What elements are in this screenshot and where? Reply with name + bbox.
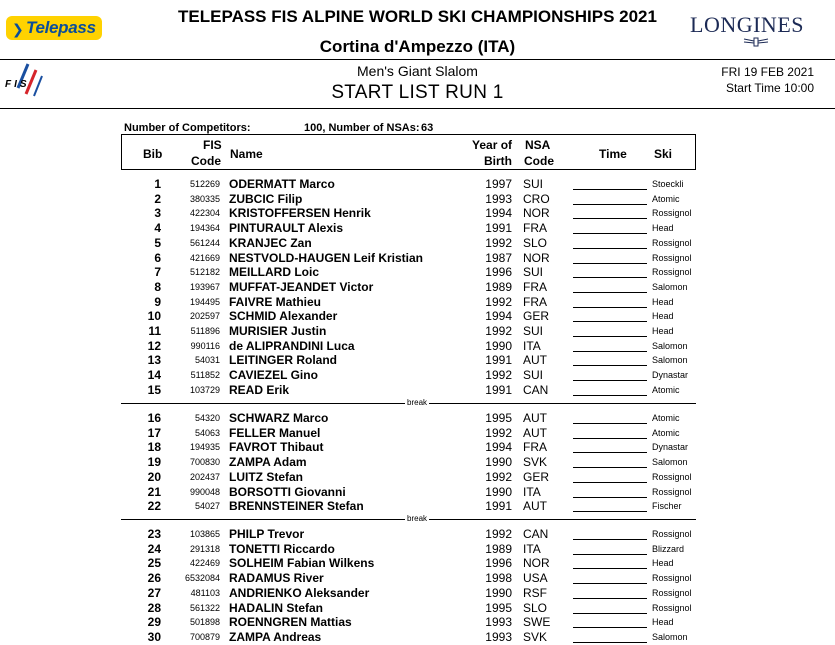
bib-number: 11 bbox=[148, 324, 161, 338]
ski-brand: Atomic bbox=[652, 384, 680, 395]
birth-year: 1992 bbox=[485, 469, 512, 484]
bib-number: 10 bbox=[147, 309, 161, 324]
nsa-code: ITA bbox=[523, 541, 541, 556]
birth-year: 1991 bbox=[485, 499, 512, 514]
table-row bbox=[0, 615, 835, 630]
header-divider bbox=[0, 59, 835, 60]
table-header bbox=[121, 134, 696, 170]
event-name: Men's Giant Slalom bbox=[357, 63, 478, 79]
nsa-code: RSF bbox=[523, 585, 547, 600]
athlete-name: READ Erik bbox=[229, 382, 290, 397]
bib-number: 25 bbox=[147, 556, 161, 571]
ski-brand: Dynastar bbox=[652, 370, 689, 381]
fis-code: 54027 bbox=[194, 501, 220, 512]
fis-code: 700830 bbox=[189, 457, 220, 468]
timing-logo: LONGINES bbox=[690, 12, 804, 37]
birth-year: 1998 bbox=[485, 571, 512, 586]
table-row bbox=[0, 440, 835, 455]
athlete-name: SCHMID Alexander bbox=[229, 309, 338, 324]
ski-brand: Atomic bbox=[652, 427, 680, 438]
nsa-code: SVK bbox=[523, 455, 548, 470]
ski-brand: Rossignol bbox=[652, 602, 692, 613]
bib-number: 26 bbox=[147, 571, 161, 586]
ski-brand: Head bbox=[652, 558, 674, 569]
athlete-name: ODERMATT Marco bbox=[229, 177, 335, 191]
nsa-code: SUI bbox=[523, 177, 544, 191]
ski-brand: Atomic bbox=[652, 193, 680, 204]
bib-number: 5 bbox=[154, 235, 161, 250]
bib-number: 3 bbox=[154, 206, 161, 221]
ski-brand: Atomic bbox=[652, 413, 680, 423]
ski-brand: Rossignol bbox=[652, 267, 692, 278]
table-row bbox=[0, 556, 835, 571]
ski-brand: Head bbox=[652, 311, 674, 322]
fis-code: 291318 bbox=[189, 543, 220, 554]
nsa-code: AUT bbox=[523, 499, 547, 514]
athlete-name: PINTURAULT Alexis bbox=[229, 221, 344, 236]
table-row bbox=[0, 499, 835, 514]
fis-code: 512182 bbox=[189, 267, 220, 278]
bib-number: 30 bbox=[147, 629, 161, 644]
birth-year: 1990 bbox=[485, 338, 512, 353]
athlete-name: MUFFAT-JEANDET Victor bbox=[229, 279, 374, 294]
table-row bbox=[0, 630, 835, 645]
athlete-name: RADAMUS River bbox=[229, 571, 324, 586]
time-blank-line bbox=[573, 307, 647, 308]
ski-brand: Rossignol bbox=[652, 573, 692, 584]
time-blank-line bbox=[573, 423, 647, 424]
table-row bbox=[0, 601, 835, 616]
fis-code: 103729 bbox=[189, 384, 220, 395]
time-blank-line bbox=[573, 613, 647, 614]
ski-brand: Rossignol bbox=[652, 208, 692, 219]
athlete-name: ZAMPA Andreas bbox=[229, 629, 322, 644]
athlete-name: FELLER Manuel bbox=[229, 425, 321, 440]
header-bottom-divider bbox=[0, 108, 835, 109]
table-row bbox=[0, 426, 835, 441]
athlete-name: MURISIER Justin bbox=[229, 324, 327, 338]
nsa-code: NOR bbox=[523, 250, 550, 265]
time-blank-line bbox=[573, 336, 647, 337]
table-row bbox=[0, 586, 835, 601]
col-name: Name bbox=[230, 147, 263, 161]
ski-brand: Stoeckli bbox=[652, 179, 684, 189]
athlete-name: ANDRIENKO Aleksander bbox=[229, 585, 370, 600]
time-blank-line bbox=[573, 204, 647, 205]
fis-code: 512269 bbox=[189, 179, 220, 189]
ski-brand: Rossignol bbox=[652, 471, 692, 482]
bib-number: 27 bbox=[147, 585, 161, 600]
birth-year: 1997 bbox=[485, 177, 512, 191]
table-row bbox=[0, 236, 835, 251]
fis-code: 421669 bbox=[189, 252, 220, 263]
bib-number: 29 bbox=[147, 615, 161, 630]
time-blank-line bbox=[573, 482, 647, 483]
table-row bbox=[0, 206, 835, 221]
table-row bbox=[0, 251, 835, 266]
fis-code: 193967 bbox=[189, 281, 220, 292]
nsa-code: FRA bbox=[523, 279, 547, 294]
table-row bbox=[0, 324, 835, 339]
time-blank-line bbox=[573, 583, 647, 584]
table-row bbox=[0, 368, 835, 383]
birth-year: 1990 bbox=[485, 455, 512, 470]
nsa-code: ITA bbox=[523, 484, 541, 499]
time-blank-line bbox=[573, 218, 647, 219]
fis-code: 561322 bbox=[189, 602, 220, 613]
birth-year: 1993 bbox=[485, 629, 512, 644]
nsa-code: SLO bbox=[523, 235, 548, 250]
fis-code: 194935 bbox=[189, 442, 220, 453]
birth-year: 1987 bbox=[485, 250, 512, 265]
birth-year: 1994 bbox=[485, 440, 512, 455]
nsa-code: FRA bbox=[523, 294, 547, 309]
athlete-name: NESTVOLD-HAUGEN Leif Kristian bbox=[229, 250, 424, 265]
ski-brand: Rossignol bbox=[652, 486, 692, 497]
time-blank-line bbox=[573, 277, 647, 278]
ski-brand: Rossignol bbox=[652, 252, 692, 263]
nsa-code: SUI bbox=[523, 265, 544, 280]
nsa-code: SLO bbox=[523, 600, 548, 615]
table-row bbox=[0, 470, 835, 485]
nsa-code: AUT bbox=[523, 425, 547, 440]
fis-code: 202437 bbox=[189, 471, 220, 482]
nsa-code: SUI bbox=[523, 368, 544, 383]
athlete-name: HADALIN Stefan bbox=[229, 600, 324, 615]
nsa-code: SWE bbox=[523, 615, 551, 630]
bib-number: 17 bbox=[147, 425, 161, 440]
bib-number: 28 bbox=[147, 600, 161, 615]
athlete-name: MEILLARD Loic bbox=[229, 265, 319, 280]
nsa-code: USA bbox=[523, 571, 548, 586]
ski-brand: Head bbox=[652, 326, 674, 336]
ski-brand: Head bbox=[652, 617, 674, 628]
table-row bbox=[0, 411, 835, 426]
fis-code: 511852 bbox=[190, 370, 220, 381]
time-blank-line bbox=[573, 598, 647, 599]
nsa-code: SUI bbox=[523, 324, 544, 338]
table-row bbox=[0, 192, 835, 207]
ski-brand: Rossignol bbox=[652, 529, 692, 539]
col-fis-code-2: Code bbox=[191, 154, 221, 168]
birth-year: 1995 bbox=[485, 411, 512, 425]
table-row bbox=[0, 295, 835, 310]
start-time: Start Time 10:00 bbox=[725, 81, 814, 95]
nsa-code: GER bbox=[523, 469, 550, 484]
bib-number: 2 bbox=[154, 191, 161, 206]
time-blank-line bbox=[573, 380, 647, 381]
race-date: FRI 19 FEB 2021 bbox=[721, 65, 814, 79]
time-blank-line bbox=[573, 351, 647, 352]
bib-number: 4 bbox=[154, 221, 161, 236]
time-blank-line bbox=[573, 568, 647, 569]
bib-number: 7 bbox=[154, 265, 161, 280]
fis-code: 700879 bbox=[189, 631, 220, 642]
bib-number: 8 bbox=[154, 279, 161, 294]
bib-number: 20 bbox=[147, 469, 161, 484]
nsa-code: SVK bbox=[523, 629, 548, 644]
ski-brand: Fischer bbox=[652, 501, 682, 512]
col-nsa-2: Code bbox=[524, 154, 554, 168]
nsa-count: 63 bbox=[421, 122, 434, 134]
bib-number: 19 bbox=[147, 455, 161, 470]
birth-year: 1991 bbox=[485, 353, 512, 368]
ski-brand: Salomon bbox=[652, 281, 688, 292]
bib-number: 18 bbox=[147, 440, 161, 455]
bib-number: 6 bbox=[154, 250, 161, 265]
bib-number: 13 bbox=[147, 353, 161, 368]
table-row bbox=[0, 177, 835, 192]
sponsor-logo: ❯ Telepass bbox=[4, 14, 104, 42]
ski-brand: Salomon bbox=[652, 457, 688, 468]
birth-year: 1989 bbox=[485, 279, 512, 294]
table-row bbox=[0, 571, 835, 586]
col-bib: Bib bbox=[143, 147, 163, 161]
birth-year: 1993 bbox=[485, 615, 512, 630]
fis-code: 194364 bbox=[189, 223, 220, 234]
athlete-name: BRENNSTEINER Stefan bbox=[229, 499, 364, 514]
ski-brand: Blizzard bbox=[652, 543, 685, 554]
athlete-name: de ALIPRANDINI Luca bbox=[229, 338, 355, 353]
birth-year: 1991 bbox=[485, 382, 512, 397]
fis-code: 990048 bbox=[189, 486, 220, 497]
table-row bbox=[0, 542, 835, 557]
page-title: TELEPASS FIS ALPINE WORLD SKI CHAMPIONSHIPS 2021 bbox=[178, 7, 657, 26]
competitors-count: 100, Number of NSAs: bbox=[304, 122, 420, 134]
ski-brand: Salomon bbox=[652, 340, 688, 351]
bib-number: 9 bbox=[154, 294, 161, 309]
time-blank-line bbox=[573, 248, 647, 249]
athlete-name: SOLHEIM Fabian Wilkens bbox=[229, 556, 375, 571]
birth-year: 1992 bbox=[485, 368, 512, 383]
ski-brand: Head bbox=[652, 296, 674, 307]
time-blank-line bbox=[573, 292, 647, 293]
fis-code: 511896 bbox=[190, 326, 220, 336]
birth-year: 1992 bbox=[485, 294, 512, 309]
bib-number: 16 bbox=[147, 411, 161, 425]
fis-code: 422469 bbox=[189, 558, 220, 569]
birth-year: 1992 bbox=[485, 235, 512, 250]
break-label: break bbox=[407, 398, 428, 407]
col-year-1: Year of bbox=[472, 138, 513, 152]
birth-year: 1994 bbox=[485, 309, 512, 324]
table-row bbox=[0, 221, 835, 236]
col-ski: Ski bbox=[654, 147, 673, 161]
fis-logo-text: FIS bbox=[5, 79, 30, 90]
birth-year: 1995 bbox=[485, 600, 512, 615]
birth-year: 1996 bbox=[485, 265, 512, 280]
time-blank-line bbox=[573, 365, 647, 366]
fis-code: 103865 bbox=[189, 529, 220, 539]
table-row bbox=[0, 339, 835, 354]
ski-brand: Dynastar bbox=[652, 442, 689, 453]
time-blank-line bbox=[573, 642, 647, 643]
break-label: break bbox=[407, 514, 428, 523]
telepass-chevron-icon: ❯ bbox=[12, 21, 24, 37]
fis-code: 194495 bbox=[189, 296, 220, 307]
athlete-name: LEITINGER Roland bbox=[229, 353, 337, 368]
nsa-code: FRA bbox=[523, 440, 547, 455]
athlete-name: FAIVRE Mathieu bbox=[229, 294, 322, 309]
nsa-code: NOR bbox=[523, 206, 550, 221]
athlete-name: KRANJEC Zan bbox=[229, 235, 312, 250]
longines-wings-icon bbox=[743, 36, 769, 48]
birth-year: 1989 bbox=[485, 541, 512, 556]
birth-year: 1991 bbox=[485, 221, 512, 236]
table-row bbox=[0, 485, 835, 500]
nsa-code: AUT bbox=[523, 411, 547, 425]
athlete-name: CAVIEZEL Gino bbox=[229, 368, 318, 383]
table-row bbox=[0, 309, 835, 324]
bib-number: 21 bbox=[147, 484, 161, 499]
birth-year: 1996 bbox=[485, 556, 512, 571]
time-blank-line bbox=[573, 263, 647, 264]
nsa-code: CRO bbox=[523, 191, 550, 206]
col-fis-code-1: FIS bbox=[203, 138, 222, 152]
fis-code: 54063 bbox=[194, 427, 220, 438]
bib-number: 22 bbox=[147, 499, 161, 514]
nsa-code: CAN bbox=[523, 382, 549, 397]
birth-year: 1990 bbox=[485, 585, 512, 600]
time-blank-line bbox=[573, 233, 647, 234]
athlete-name: ZAMPA Adam bbox=[229, 455, 307, 470]
table-row bbox=[0, 265, 835, 280]
nsa-code: NOR bbox=[523, 556, 550, 571]
bib-number: 1 bbox=[154, 177, 161, 191]
bib-number: 24 bbox=[147, 541, 161, 556]
fis-code: 54320 bbox=[194, 413, 220, 423]
athlete-name: LUITZ Stefan bbox=[229, 469, 303, 484]
time-blank-line bbox=[573, 452, 647, 453]
table-row bbox=[0, 455, 835, 470]
bib-number: 23 bbox=[147, 527, 161, 541]
fis-code: 54031 bbox=[194, 355, 220, 366]
time-blank-line bbox=[573, 539, 647, 540]
table-row bbox=[0, 527, 835, 542]
fis-code: 561244 bbox=[189, 237, 220, 248]
table-row bbox=[0, 383, 835, 398]
birth-year: 1994 bbox=[485, 206, 512, 221]
time-blank-line bbox=[573, 627, 647, 628]
fis-code: 380335 bbox=[189, 193, 220, 204]
competitors-label: Number of Competitors: bbox=[124, 122, 251, 134]
table-row bbox=[0, 353, 835, 368]
competitor-summary bbox=[124, 122, 434, 134]
birth-year: 1990 bbox=[485, 484, 512, 499]
athlete-name: BORSOTTI Giovanni bbox=[229, 484, 346, 499]
table-row bbox=[0, 280, 835, 295]
birth-year: 1992 bbox=[485, 425, 512, 440]
nsa-code: ITA bbox=[523, 338, 541, 353]
fis-code: 6532084 bbox=[184, 573, 220, 584]
athlete-name: TONETTI Riccardo bbox=[229, 541, 335, 556]
bib-number: 15 bbox=[147, 382, 161, 397]
fis-code: 501898 bbox=[189, 617, 220, 628]
ski-brand: Salomon bbox=[652, 355, 688, 366]
nsa-code: GER bbox=[523, 309, 550, 324]
birth-year: 1992 bbox=[485, 527, 512, 541]
time-blank-line bbox=[573, 511, 647, 512]
time-blank-line bbox=[573, 438, 647, 439]
col-time: Time bbox=[599, 147, 627, 161]
athlete-name: PHILP Trevor bbox=[229, 527, 305, 541]
birth-year: 1993 bbox=[485, 191, 512, 206]
nsa-code: AUT bbox=[523, 353, 547, 368]
fis-code: 202597 bbox=[189, 311, 220, 322]
ski-brand: Head bbox=[652, 223, 674, 234]
athlete-name: ROENNGREN Mattias bbox=[229, 615, 352, 630]
col-nsa-1: NSA bbox=[525, 138, 551, 152]
time-blank-line bbox=[573, 497, 647, 498]
time-blank-line bbox=[573, 467, 647, 468]
time-blank-line bbox=[573, 189, 647, 190]
col-year-2: Birth bbox=[484, 154, 512, 168]
nsa-code: FRA bbox=[523, 221, 547, 236]
ski-brand: Rossignol bbox=[652, 237, 692, 248]
birth-year: 1992 bbox=[485, 324, 512, 338]
athlete-name: KRISTOFFERSEN Henrik bbox=[229, 206, 371, 221]
athlete-name: FAVROT Thibaut bbox=[229, 440, 324, 455]
bib-number: 12 bbox=[147, 338, 161, 353]
time-blank-line bbox=[573, 554, 647, 555]
fis-code: 422304 bbox=[189, 208, 220, 219]
athlete-name: SCHWARZ Marco bbox=[229, 411, 329, 425]
time-blank-line bbox=[573, 395, 647, 396]
time-blank-line bbox=[573, 321, 647, 322]
ski-brand: Rossignol bbox=[652, 587, 692, 598]
venue-subtitle: Cortina d'Ampezzo (ITA) bbox=[319, 37, 516, 56]
fis-code: 990116 bbox=[190, 340, 220, 351]
document-title: START LIST RUN 1 bbox=[331, 82, 504, 103]
athlete-name: ZUBCIC Filip bbox=[229, 191, 303, 206]
nsa-code: CAN bbox=[523, 527, 549, 541]
bib-number: 14 bbox=[147, 368, 161, 383]
fis-code: 481103 bbox=[190, 587, 220, 598]
ski-brand: Salomon bbox=[652, 631, 688, 642]
